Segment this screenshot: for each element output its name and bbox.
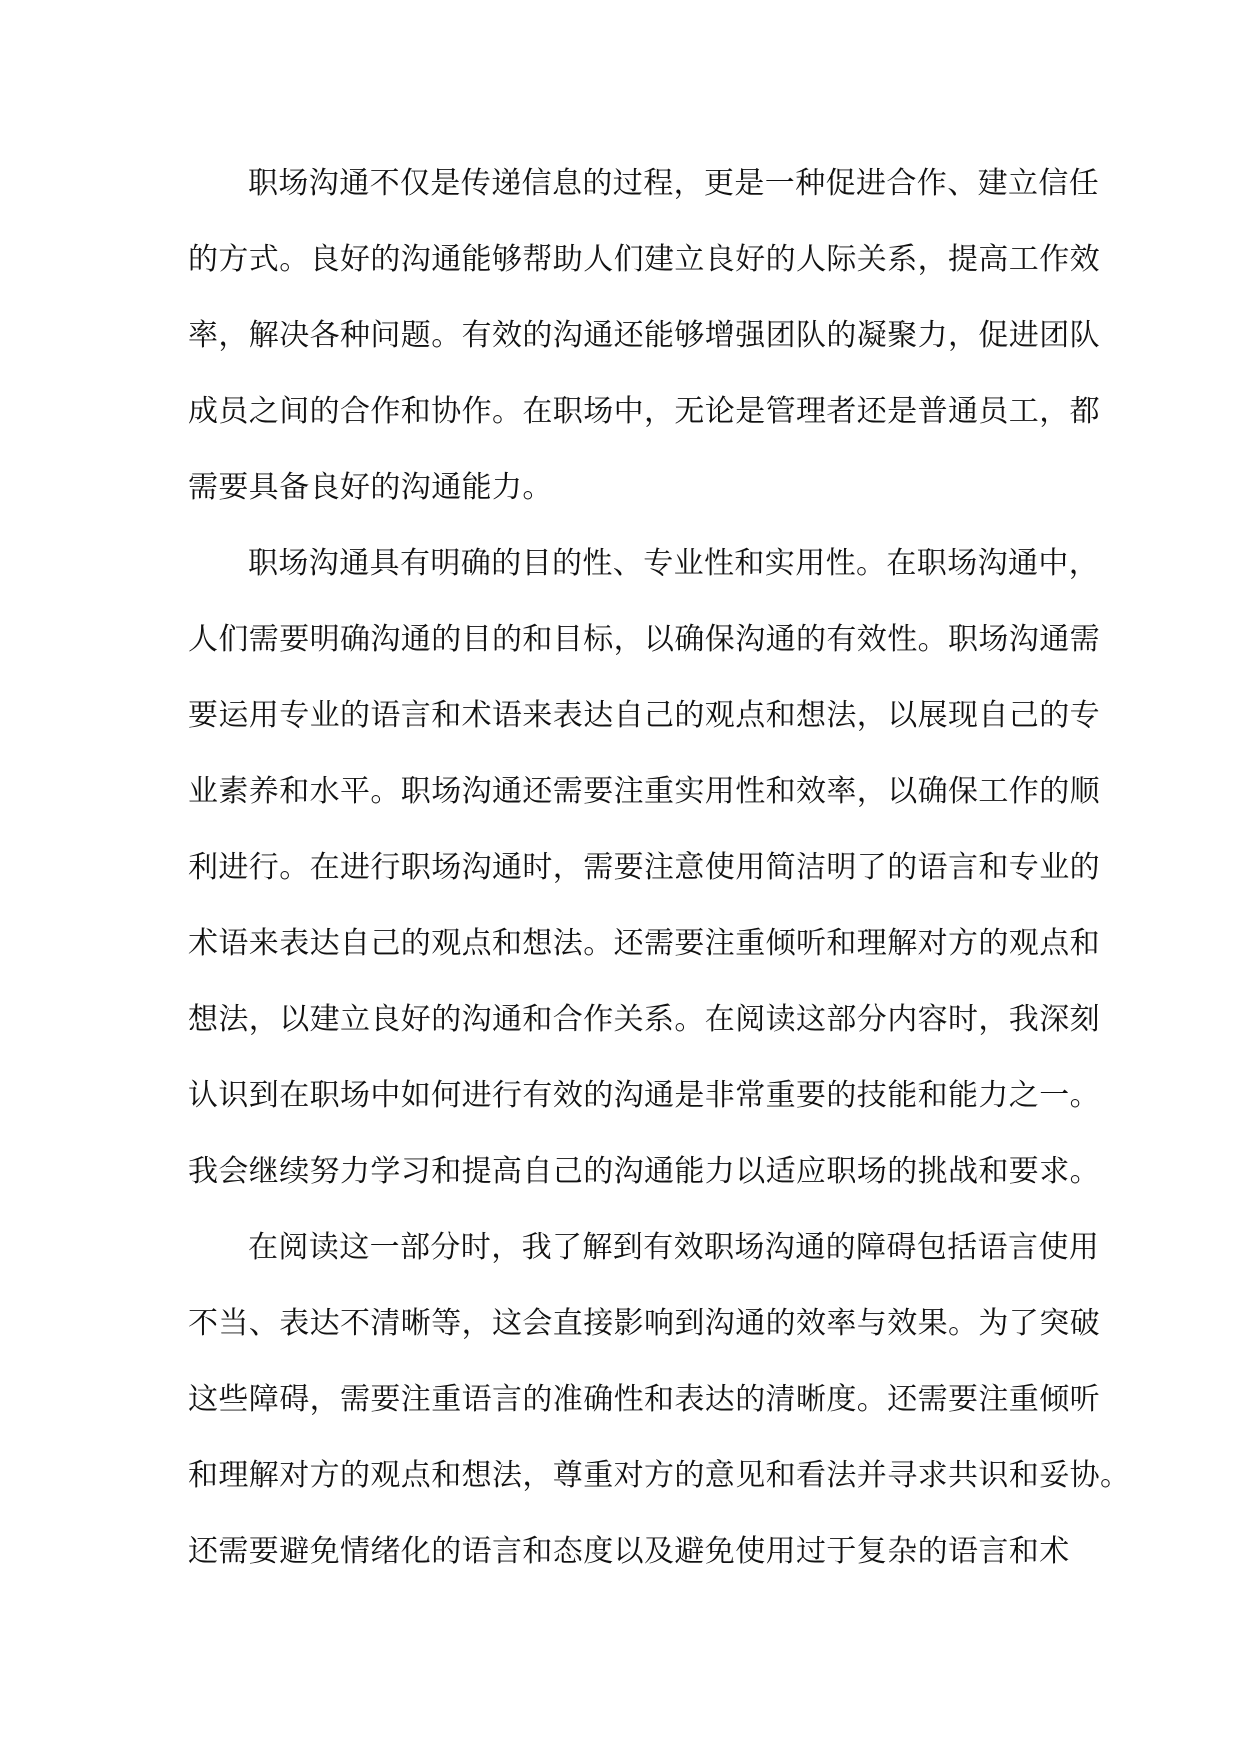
text-line: 要运用专业的语言和术语来表达自己的观点和想法，以展现自己的专 (188, 698, 1100, 733)
text-line: 利进行。在进行职场沟通时，需要注意使用简洁明了的语言和专业的 (188, 850, 1100, 885)
text-line: 我会继续努力学习和提高自己的沟通能力以适应职场的挑战和要求。 (188, 1154, 1100, 1189)
text-line: 在阅读这一部分时，我了解到有效职场沟通的障碍包括语言使用 (248, 1230, 1100, 1265)
text-line: 术语来表达自己的观点和想法。还需要注重倾听和理解对方的观点和 (188, 926, 1100, 961)
text-line: 率，解决各种问题。有效的沟通还能够增强团队的凝聚力，促进团队 (188, 318, 1100, 353)
text-line: 不当、表达不清晰等，这会直接影响到沟通的效率与效果。为了突破 (188, 1306, 1100, 1341)
text-line: 业素养和水平。职场沟通还需要注重实用性和效率，以确保工作的顺 (188, 774, 1100, 809)
text-line: 职场沟通具有明确的目的性、专业性和实用性。在职场沟通中， (248, 546, 1100, 581)
text-line: 和理解对方的观点和想法，尊重对方的意见和看法并寻求共识和妥协。 (188, 1458, 1131, 1493)
body-text (188, 146, 1131, 1590)
text-line: 的方式。良好的沟通能够帮助人们建立良好的人际关系，提高工作效 (188, 242, 1100, 277)
text-line: 需要具备良好的沟通能力。 (188, 470, 553, 505)
text-line: 这些障碍，需要注重语言的准确性和表达的清晰度。还需要注重倾听 (188, 1382, 1100, 1417)
text-line: 人们需要明确沟通的目的和目标，以确保沟通的有效性。职场沟通需 (188, 622, 1100, 657)
text-line: 还需要避免情绪化的语言和态度以及避免使用过于复杂的语言和术 (188, 1534, 1070, 1569)
text-line: 职场沟通不仅是传递信息的过程，更是一种促进合作、建立信任 (248, 166, 1100, 201)
paragraph-3 (188, 1210, 1131, 1590)
text-line: 成员之间的合作和协作。在职场中，无论是管理者还是普通员工，都 (188, 394, 1100, 429)
text-line: 想法，以建立良好的沟通和合作关系。在阅读这部分内容时，我深刻 (188, 1002, 1100, 1037)
paragraph-1 (188, 146, 1100, 526)
paragraph-2 (188, 526, 1100, 1210)
text-line: 认识到在职场中如何进行有效的沟通是非常重要的技能和能力之一。 (188, 1078, 1100, 1113)
